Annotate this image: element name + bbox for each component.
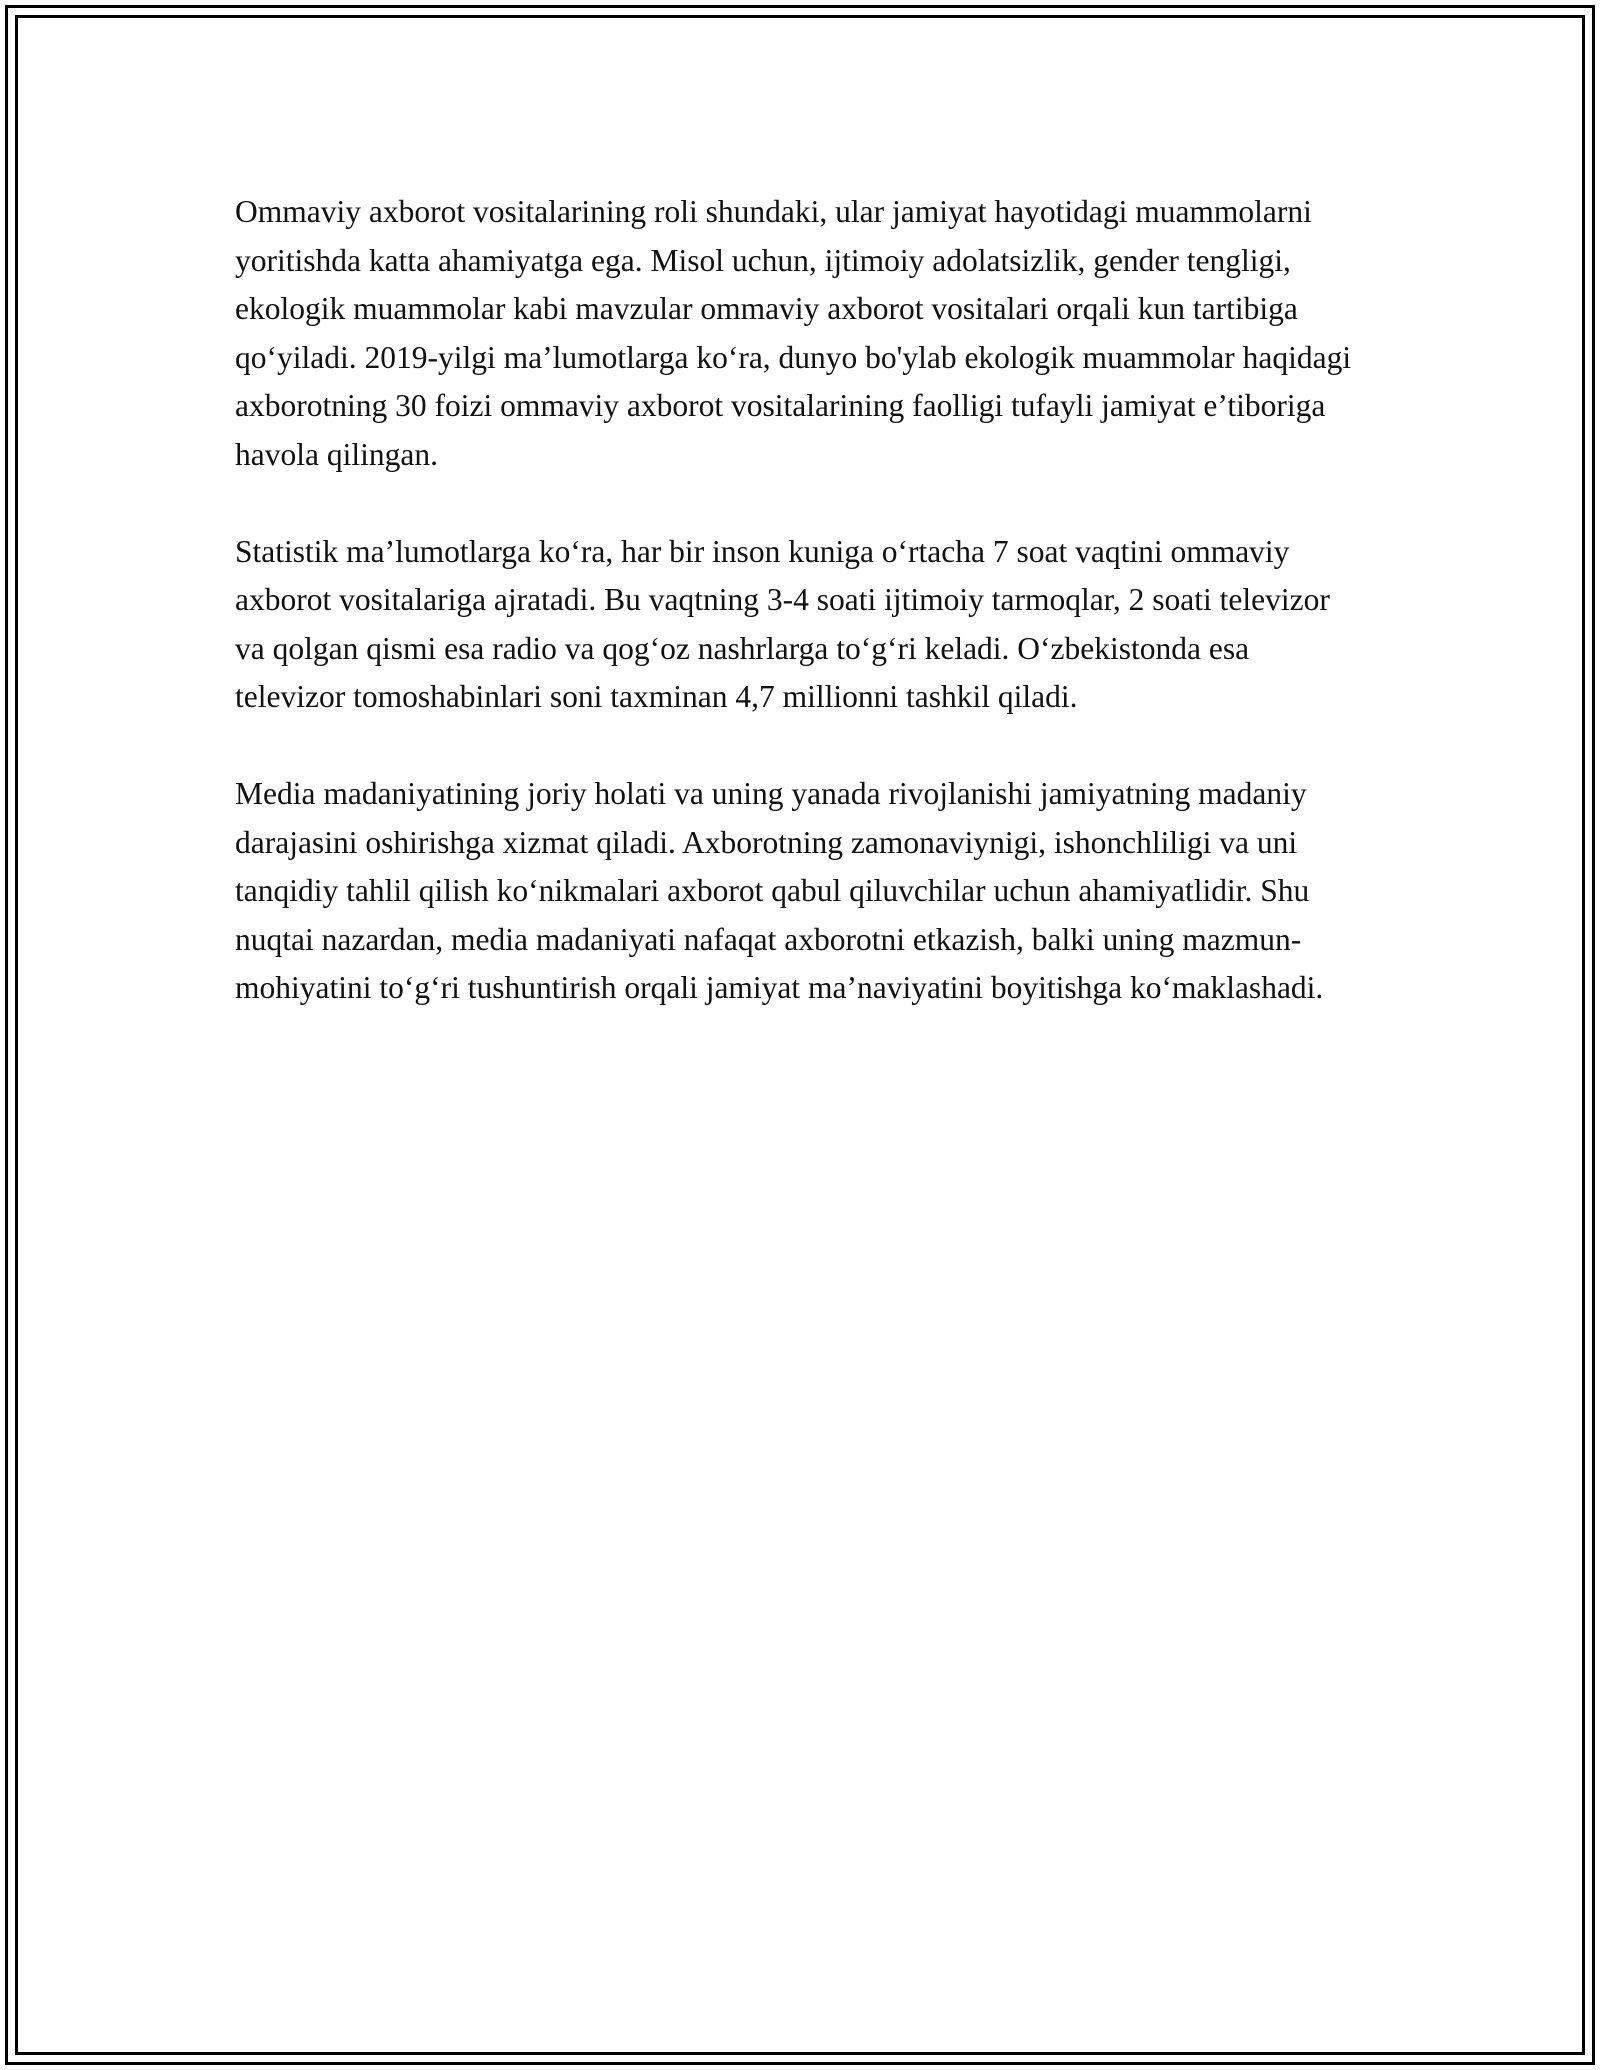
paragraph-1: Ommaviy axborot vositalarining roli shundaki, ular jamiyat hayotidagi muammolarni yoritishda katta ahamiyatga ega. Misol uchun, ijtimoiy adolatsizlik, gender tengligi, ekologik muammolar kabi mavzular ommaviy axborot vositalari orqali kun tartibiga qo‘yiladi. 2019-yilgi ma’lumotlarga ko‘ra, dunyo bo'ylab ekologik muammolar haqidagi axborotning 30 foizi ommaviy axborot vositalarining faolligi tufayli jamiyat e’tiboriga havola qilingan. (235, 194, 1352, 472)
paragraph-3: Media madaniyatining joriy holati va uning yanada rivojlanishi jamiyatning madaniy darajasini oshirishga xizmat qiladi. Axborotning zamonaviynigi, ishonchliligi va uni tanqidiy tahlil qilish ko‘nikmalari axborot qabul qiluvchilar uchun ahamiyatlidir. Shu nuqtai nazardan, media madaniyati nafaqat axborotni etkazish, balki uning mazmun-mohiyatini to‘g‘ri tushuntirish orqali jamiyat ma’naviyatini boyitishga ko‘maklashadi. (235, 776, 1324, 1005)
paragraph-2: Statistik ma’lumotlarga ko‘ra, har bir inson kuniga o‘rtacha 7 soat vaqtini ommaviy axborot vositalariga ajratadi. Bu vaqtning 3-4 soati ijtimoiy tarmoqlar, 2 soati televizor va qolgan qismi esa radio va qog‘oz nashrlarga to‘g‘ri keladi. O‘zbekistonda esa televizor tomoshabinlari soni taxminan 4,7 millionni tashkil qiladi. (235, 533, 1330, 714)
document-body (235, 188, 1365, 1061)
